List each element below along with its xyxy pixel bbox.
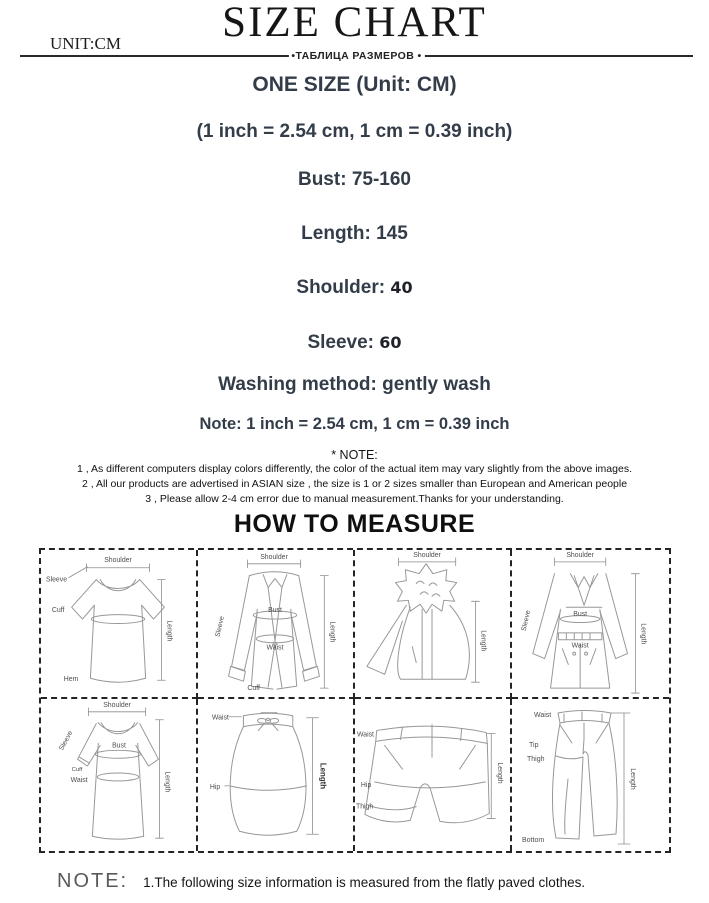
- svg-text:Bust: Bust: [267, 607, 282, 615]
- svg-text:Waist: Waist: [533, 712, 551, 719]
- svg-text:Waist: Waist: [356, 731, 374, 739]
- svg-text:Waist: Waist: [266, 644, 283, 652]
- shorts-diagram: [355, 699, 510, 851]
- svg-text:Hem: Hem: [63, 676, 78, 684]
- svg-text:Shoulder: Shoulder: [259, 553, 288, 561]
- svg-text:Thigh: Thigh: [355, 803, 373, 811]
- svg-text:Cuff: Cuff: [246, 685, 260, 693]
- svg-text:Sleeve: Sleeve: [45, 576, 67, 584]
- length-value: 145: [376, 223, 408, 244]
- footer-note-text: 1.The following size information is measured from the flatly paved clothes.: [143, 875, 586, 890]
- svg-text:Length: Length: [628, 768, 636, 790]
- blazer-diagram: [198, 550, 353, 697]
- measure-diagram-grid: [39, 548, 671, 853]
- shoulder-value: 40: [390, 278, 413, 297]
- tshirt-diagram: [41, 550, 196, 697]
- pants-diagram: [512, 699, 669, 851]
- svg-text:Waist: Waist: [571, 642, 589, 650]
- trench-coat-diagram: [512, 550, 669, 697]
- svg-text:Length: Length: [317, 762, 327, 790]
- footer-note-label: NOTE:: [57, 870, 129, 892]
- conversion-line: (1 inch = 2.54 cm, 1 cm = 0.39 inch): [196, 121, 513, 142]
- sleeve-label: Sleeve:: [307, 332, 374, 353]
- svg-text:Bust: Bust: [111, 742, 126, 750]
- sleeve-measurement: [0, 332, 709, 354]
- svg-text:Waist: Waist: [211, 714, 229, 722]
- star-note-heading: * NOTE:: [331, 448, 378, 462]
- svg-text:Length: Length: [478, 630, 486, 652]
- shoulder-measurement: [0, 277, 709, 299]
- note-line-3: 3 , Please allow 2-4 cm error due to manual measurement.Thanks for your understanding.: [145, 493, 564, 505]
- bust-measurement: [0, 169, 709, 191]
- svg-text:Length: Length: [495, 762, 503, 784]
- shoulder-label: Shoulder:: [296, 277, 386, 298]
- panel-tshirt: [41, 550, 198, 699]
- panel-dress: [41, 699, 198, 851]
- footer-note: [57, 870, 709, 893]
- unit-label: UNIT:CM: [50, 34, 121, 53]
- subtitle-russian: •ТАБЛИЦА РАЗМЕРОВ •: [288, 50, 424, 62]
- svg-text:Bust: Bust: [572, 611, 587, 619]
- washing-value: gently wash: [382, 374, 491, 395]
- fur-coat-diagram: [355, 550, 510, 697]
- svg-text:Sleeve: Sleeve: [57, 729, 74, 752]
- bust-label: Bust:: [297, 169, 347, 190]
- sleeve-value: 60: [379, 333, 402, 352]
- svg-text:Cuff: Cuff: [51, 607, 64, 615]
- svg-text:Hip: Hip: [209, 783, 220, 791]
- panel-pants: [512, 699, 669, 851]
- svg-text:Cuff: Cuff: [71, 767, 82, 774]
- svg-text:Length: Length: [162, 771, 170, 793]
- skirt-diagram: [198, 699, 353, 851]
- panel-skirt: [198, 699, 355, 851]
- svg-text:Waist: Waist: [70, 776, 88, 784]
- inch-cm-note: Note: 1 inch = 2.54 cm, 1 cm = 0.39 inch: [199, 415, 510, 433]
- svg-text:Hip: Hip: [360, 781, 371, 789]
- length-measurement: [0, 223, 709, 245]
- header: [0, 0, 709, 62]
- svg-text:Thigh: Thigh: [526, 756, 545, 763]
- svg-text:Length: Length: [638, 623, 646, 645]
- note-line-1: 1 , As different computers display colors differently, the color of the actual item may vary slightly from the above images.: [76, 463, 632, 475]
- svg-text:Shoulder: Shoulder: [412, 551, 441, 559]
- svg-text:Bottom: Bottom: [521, 837, 544, 844]
- bust-value: 75-160: [351, 169, 411, 190]
- washing-label: Washing method:: [218, 374, 377, 395]
- svg-text:Shoulder: Shoulder: [565, 551, 594, 559]
- one-size-heading: ONE SIZE (Unit: CM): [252, 73, 457, 96]
- note-line-2: 2 , All our products are advertised in ASIAN size , the size is 1 or 2 sizes smaller than European and American people: [81, 478, 628, 490]
- svg-text:Length: Length: [327, 621, 335, 643]
- washing-measurement: [0, 374, 709, 396]
- svg-text:Tip: Tip: [528, 742, 538, 749]
- svg-text:Shoulder: Shoulder: [103, 556, 132, 564]
- svg-text:Sleeve: Sleeve: [520, 609, 532, 632]
- svg-text:Sleeve: Sleeve: [214, 615, 226, 638]
- panel-blazer: [198, 550, 355, 699]
- page-title: SIZE CHART: [222, 0, 487, 46]
- length-label: Length:: [301, 223, 371, 244]
- panel-shorts: [355, 699, 512, 851]
- svg-text:Length: Length: [164, 620, 172, 642]
- svg-text:Shoulder: Shoulder: [102, 701, 131, 709]
- header-divider: [20, 50, 693, 62]
- panel-trench-coat: [512, 550, 669, 699]
- dress-diagram: [41, 699, 196, 851]
- panel-fur-coat: [355, 550, 512, 699]
- how-to-measure-heading: HOW TO MEASURE: [233, 510, 476, 538]
